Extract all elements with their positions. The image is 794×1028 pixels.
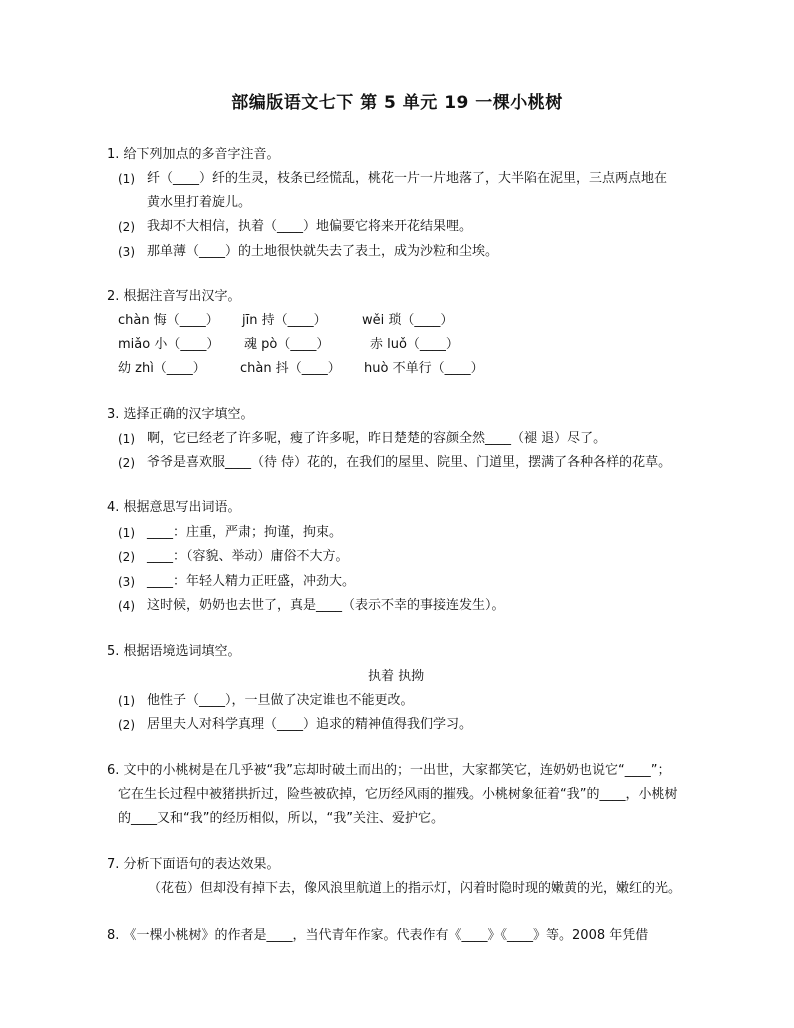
q2-pinyin-2: jīn 持（____） [242, 313, 327, 328]
q4-item-4-num: (4) [118, 599, 135, 613]
q2-pinyin-9: huò 不单行（____） [364, 361, 484, 376]
q1-item-1-text: 纤（____）纤的生灵，枝条已经慌乱，桃花一片一片地落了，大半陷在泥里，三点两点地在 [147, 171, 668, 186]
q4-item-4-text: 这时候，奶奶也去世了，真是____（表示不幸的事接连发生）。 [147, 598, 505, 613]
q1-item-3-text: 那单薄（____）的土地很快就失去了表土，成为沙粒和尘埃。 [147, 244, 499, 259]
q4-item-1-text: ____：庄重，严肃；拘谨，拘束。 [147, 525, 343, 540]
question-6-line-1: 6. 文中的小桃树是在几乎被“我”忘却时破土而出的；一出世，大家都笑它，连奶奶也说它“____”； [107, 763, 671, 778]
q4-item-1-num: (1) [118, 526, 135, 540]
q5-item-1-num: (1) [118, 694, 135, 708]
question-8-text: 8. 《一棵小桃树》的作者是____，当代青年作家。代表作有《____》《____》等。2008 年凭借 [107, 928, 649, 943]
q1-item-1-num: (1) [118, 172, 135, 186]
q2-pinyin-5: 魂 pò（____） [244, 337, 330, 352]
q1-item-2-text: 我却不大相信，执着（____）地偏要它将来开花结果哩。 [147, 219, 473, 234]
page-title: 部编版语文七下 第 5 单元 19 一棵小桃树 [231, 93, 563, 113]
q4-item-2-num: (2) [118, 550, 135, 564]
question-1-stem: 1. 给下列加点的多音字注音。 [107, 147, 280, 162]
q5-item-2-text: 居里夫人对科学真理（____）追求的精神值得我们学习。 [147, 717, 473, 732]
question-2-stem: 2. 根据注音写出汉字。 [107, 289, 241, 304]
q3-item-2-num: (2) [118, 456, 135, 470]
q1-item-2-num: (2) [118, 220, 135, 234]
question-6-line-3: 的____又和“我”的经历相似，所以，“我”关注、爱护它。 [118, 811, 444, 826]
q2-pinyin-7: 幼 zhì（____） [118, 361, 206, 376]
question-7-quote: （花苞）但却没有掉下去，像风浪里航道上的指示灯，闪着时隐时现的嫩黄的光，嫩红的光。 [148, 881, 682, 896]
q3-item-1-num: (1) [118, 432, 135, 446]
q1-item-3-num: (3) [118, 245, 135, 259]
question-7-stem: 7. 分析下面语句的表达效果。 [107, 857, 280, 872]
q4-item-3-text: ____：年轻人精力正旺盛，冲劲大。 [147, 574, 356, 589]
question-4-stem: 4. 根据意思写出词语。 [107, 500, 241, 515]
question-3-stem: 3. 选择正确的汉字填空。 [107, 407, 254, 422]
q5-item-2-num: (2) [118, 718, 135, 732]
q2-pinyin-1: chàn 悔（____） [118, 313, 219, 328]
q5-word-options: 执着 执拗 [368, 669, 425, 684]
question-6-line-2: 它在生长过程中被猪拱折过，险些被砍掉，它历经风雨的摧残。小桃树象征着“我”的____，小桃树 [118, 787, 678, 802]
q2-pinyin-8: chàn 抖（____） [240, 361, 341, 376]
q2-pinyin-3: wěi 琐（____） [362, 313, 454, 328]
q4-item-3-num: (3) [118, 575, 135, 589]
q5-item-1-text: 他性子（____），一旦做了决定谁也不能更改。 [147, 693, 414, 708]
q4-item-2-text: ____：（容貌、举动）庸俗不大方。 [147, 549, 349, 564]
question-5-stem: 5. 根据语境选词填空。 [107, 644, 241, 659]
q1-item-1-text-cont: 黄水里打着旋儿。 [147, 195, 252, 210]
q2-pinyin-6: 赤 luǒ（____） [370, 337, 459, 352]
q3-item-2-text: 爷爷是喜欢服____（待 侍）花的，在我们的屋里、院里、门道里，摆满了各种各样的花草。 [147, 455, 672, 470]
q3-item-1-text: 啊，它已经老了许多呢，瘦了许多呢，昨日楚楚的容颜全然____（褪 退）尽了。 [147, 431, 607, 446]
q2-pinyin-4: miǎo 小（____） [118, 337, 220, 352]
